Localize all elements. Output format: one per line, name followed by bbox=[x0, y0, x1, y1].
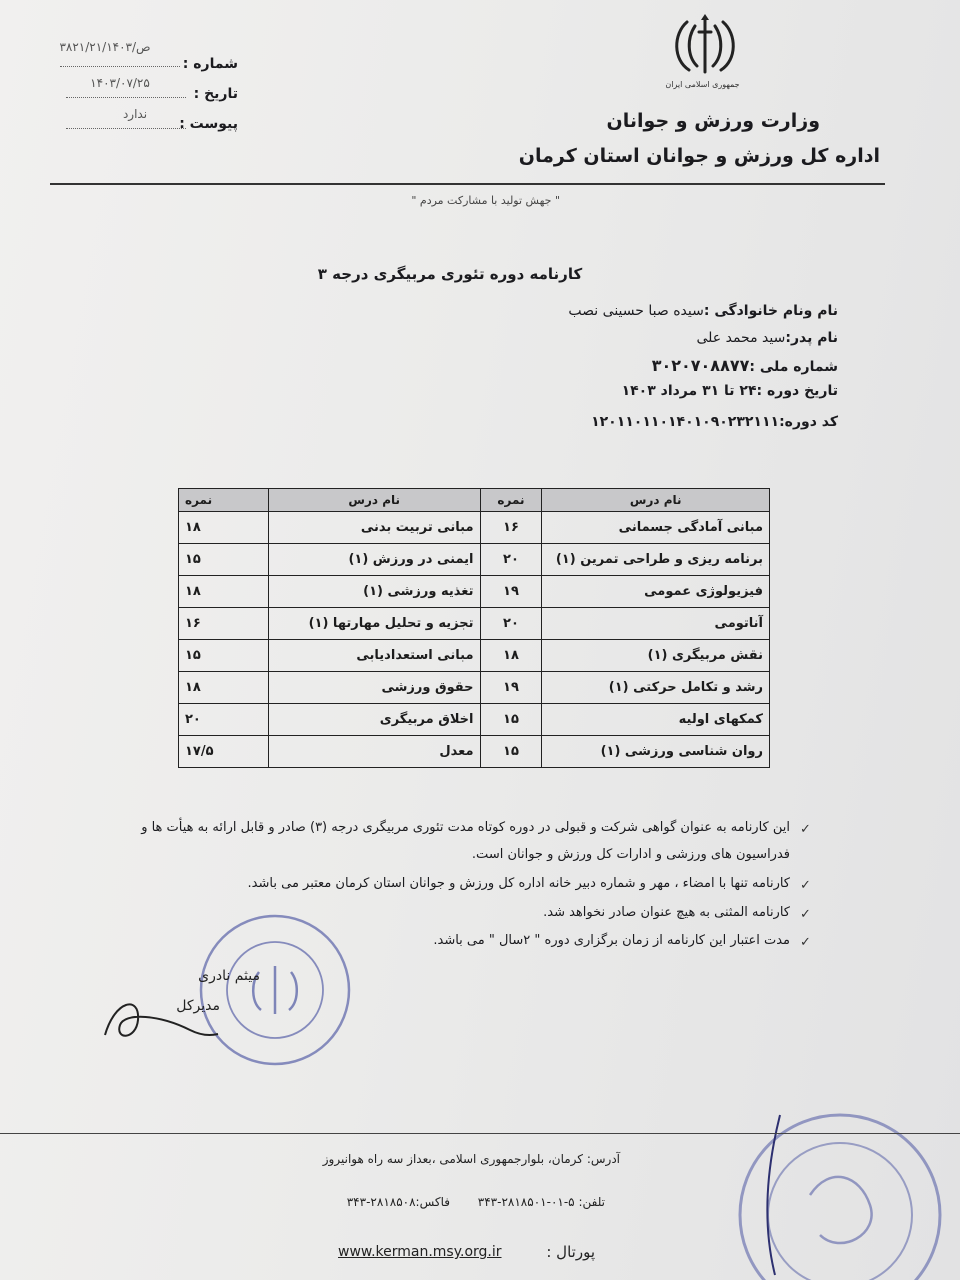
course-grade: ۱۹ bbox=[480, 672, 542, 704]
course-name: تغذیه ورزشی (۱) bbox=[268, 576, 480, 608]
course-grade: ۱۸ bbox=[480, 640, 542, 672]
attachment-value: ندارد bbox=[122, 107, 148, 121]
national-id-value: ۳۰۲۰۷۰۸۸۷۷ bbox=[651, 356, 750, 375]
course-grade: ۱۵ bbox=[179, 640, 269, 672]
name-label: نام ونام خانوادگی : bbox=[703, 303, 838, 319]
attachment-line bbox=[66, 128, 186, 129]
course-code-label: کد دوره: bbox=[779, 414, 838, 430]
portal-link[interactable]: www.kerman.msy.org.ir bbox=[338, 1244, 502, 1260]
table-row bbox=[179, 608, 770, 640]
course-grade: ۱۶ bbox=[480, 512, 542, 544]
average-value: ۱۷/۵ bbox=[179, 736, 269, 768]
header-divider bbox=[50, 183, 885, 185]
course-code-value: ۱۲۰۱۱۰۱۱۰۱۴۰۱۰۹۰۲۳۲۱۱۱ bbox=[591, 414, 780, 430]
course-name: مبانی استعدادیابی bbox=[268, 640, 480, 672]
father-name-line bbox=[697, 330, 839, 346]
footer-phone: تلفن: ۵-۰۱-۲۸۱۸۵۰۱-۳۴۳ bbox=[477, 1195, 605, 1209]
slogan: " جهش تولید با مشارکت مردم " bbox=[411, 194, 560, 207]
date-label: تاریخ : bbox=[193, 86, 238, 102]
course-name: حقوق ورزشی bbox=[268, 672, 480, 704]
portal-label: پورتال : bbox=[546, 1243, 595, 1261]
grades-table bbox=[178, 488, 770, 768]
number-label: شماره : bbox=[182, 56, 238, 72]
number-line bbox=[60, 66, 180, 67]
course-grade: ۱۸ bbox=[179, 672, 269, 704]
emblem-caption: جمهوری اسلامی ایران bbox=[665, 80, 740, 89]
course-grade: ۲۰ bbox=[179, 704, 269, 736]
period-value: ۲۴ تا ۳۱ مرداد ۱۴۰۳ bbox=[621, 383, 757, 399]
check-icon: ✓ bbox=[800, 935, 811, 950]
check-icon: ✓ bbox=[800, 822, 811, 837]
table-row bbox=[179, 512, 770, 544]
course-name: فیزیولوژی عمومی bbox=[542, 576, 770, 608]
course-name: کمکهای اولیه bbox=[542, 704, 770, 736]
father-label: نام پدر: bbox=[785, 330, 838, 346]
note-3: کارنامه المثنی به هیچ عنوان صادر نخواهد شد. bbox=[543, 905, 790, 920]
header-grade-1: نمره bbox=[480, 489, 542, 512]
attachment-label: پیوست : bbox=[179, 116, 238, 132]
table-header-row bbox=[179, 489, 770, 512]
document-title: کارنامه دوره تئوری مربیگری درجه ۳ bbox=[317, 265, 583, 283]
signer-name: میثم نادری bbox=[198, 968, 260, 984]
course-grade: ۱۸ bbox=[179, 512, 269, 544]
check-icon: ✓ bbox=[800, 907, 811, 922]
table-row bbox=[179, 544, 770, 576]
course-grade: ۱۵ bbox=[480, 736, 542, 768]
signer-title: مدیرکل bbox=[176, 998, 220, 1014]
handwritten-signature-icon bbox=[100, 990, 220, 1050]
secondary-seal-icon bbox=[720, 1095, 960, 1280]
header-grade-2: نمره bbox=[179, 489, 269, 512]
iran-emblem-icon bbox=[665, 12, 745, 82]
note-1: این کارنامه به عنوان گواهی شرکت و قبولی در دوره کوتاه مدت تئوری مربیگری درجه (۳) صادر و قابل ارائه به هیأت ها و bbox=[141, 820, 790, 835]
number-value: ۳۸۲۱/ص/۲۱/۱۴۰۳ bbox=[59, 40, 151, 54]
course-name: روان شناسی ورزشی (۱) bbox=[542, 736, 770, 768]
note-4: مدت اعتبار این کارنامه از زمان برگزاری دوره " ۲سال " می باشد. bbox=[433, 933, 790, 948]
name-value: سیده صبا حسینی نصب bbox=[568, 303, 704, 319]
course-name: اخلاق مربیگری bbox=[268, 704, 480, 736]
course-grade: ۱۵ bbox=[480, 704, 542, 736]
father-value: سید محمد علی bbox=[696, 330, 786, 346]
course-name: تجزیه و تحلیل مهارتها (۱) bbox=[268, 608, 480, 640]
course-name: ایمنی در ورزش (۱) bbox=[268, 544, 480, 576]
average-label: معدل bbox=[268, 736, 480, 768]
course-grade: ۱۵ bbox=[179, 544, 269, 576]
course-name: رشد و تکامل حرکتی (۱) bbox=[542, 672, 770, 704]
date-value: ۱۴۰۳/۰۷/۲۵ bbox=[90, 76, 150, 90]
department-name: اداره کل ورزش و جوانان استان کرمان bbox=[518, 145, 880, 167]
table-row bbox=[179, 736, 770, 768]
national-id-label: شماره ملی : bbox=[749, 359, 838, 375]
footer-divider bbox=[0, 1133, 960, 1134]
course-name: نقش مربیگری (۱) bbox=[542, 640, 770, 672]
table-row bbox=[179, 640, 770, 672]
national-id-line bbox=[652, 356, 838, 375]
course-name: مبانی آمادگی جسمانی bbox=[542, 512, 770, 544]
table-row bbox=[179, 704, 770, 736]
course-grade: ۲۰ bbox=[480, 544, 542, 576]
course-grade: ۱۹ bbox=[480, 576, 542, 608]
table-row bbox=[179, 672, 770, 704]
footer-fax: فاکس:۲۸۱۸۵۰۸-۳۴۳ bbox=[346, 1195, 450, 1209]
header-course-1: نام درس bbox=[542, 489, 770, 512]
course-name: آناتومی bbox=[542, 608, 770, 640]
course-name: برنامه ریزی و طراحی تمرین (۱) bbox=[542, 544, 770, 576]
ministry-name: وزارت ورزش و جوانان bbox=[606, 110, 820, 132]
check-icon: ✓ bbox=[800, 878, 811, 893]
course-grade: ۱۸ bbox=[179, 576, 269, 608]
student-name-line bbox=[568, 303, 838, 319]
header-course-2: نام درس bbox=[268, 489, 480, 512]
course-grade: ۲۰ bbox=[480, 608, 542, 640]
note-2: کارنامه تنها با امضاء ، مهر و شماره دبیر خانه اداره کل ورزش و جوانان استان کرمان معتبر می باشد. bbox=[247, 876, 790, 891]
course-code-line bbox=[591, 414, 838, 430]
course-name: مبانی تربیت بدنی bbox=[268, 512, 480, 544]
table-row bbox=[179, 576, 770, 608]
period-label: تاریخ دوره : bbox=[756, 383, 838, 399]
period-line bbox=[622, 383, 838, 399]
course-grade: ۱۶ bbox=[179, 608, 269, 640]
note-1-continued: فدراسیون های ورزشی و ادارات کل ورزش و جوانان است. bbox=[471, 847, 790, 862]
date-line bbox=[66, 97, 186, 98]
footer-address: آدرس: کرمان، بلوارجمهوری اسلامی ،بعداز سه راه هوانیروز bbox=[322, 1152, 620, 1166]
